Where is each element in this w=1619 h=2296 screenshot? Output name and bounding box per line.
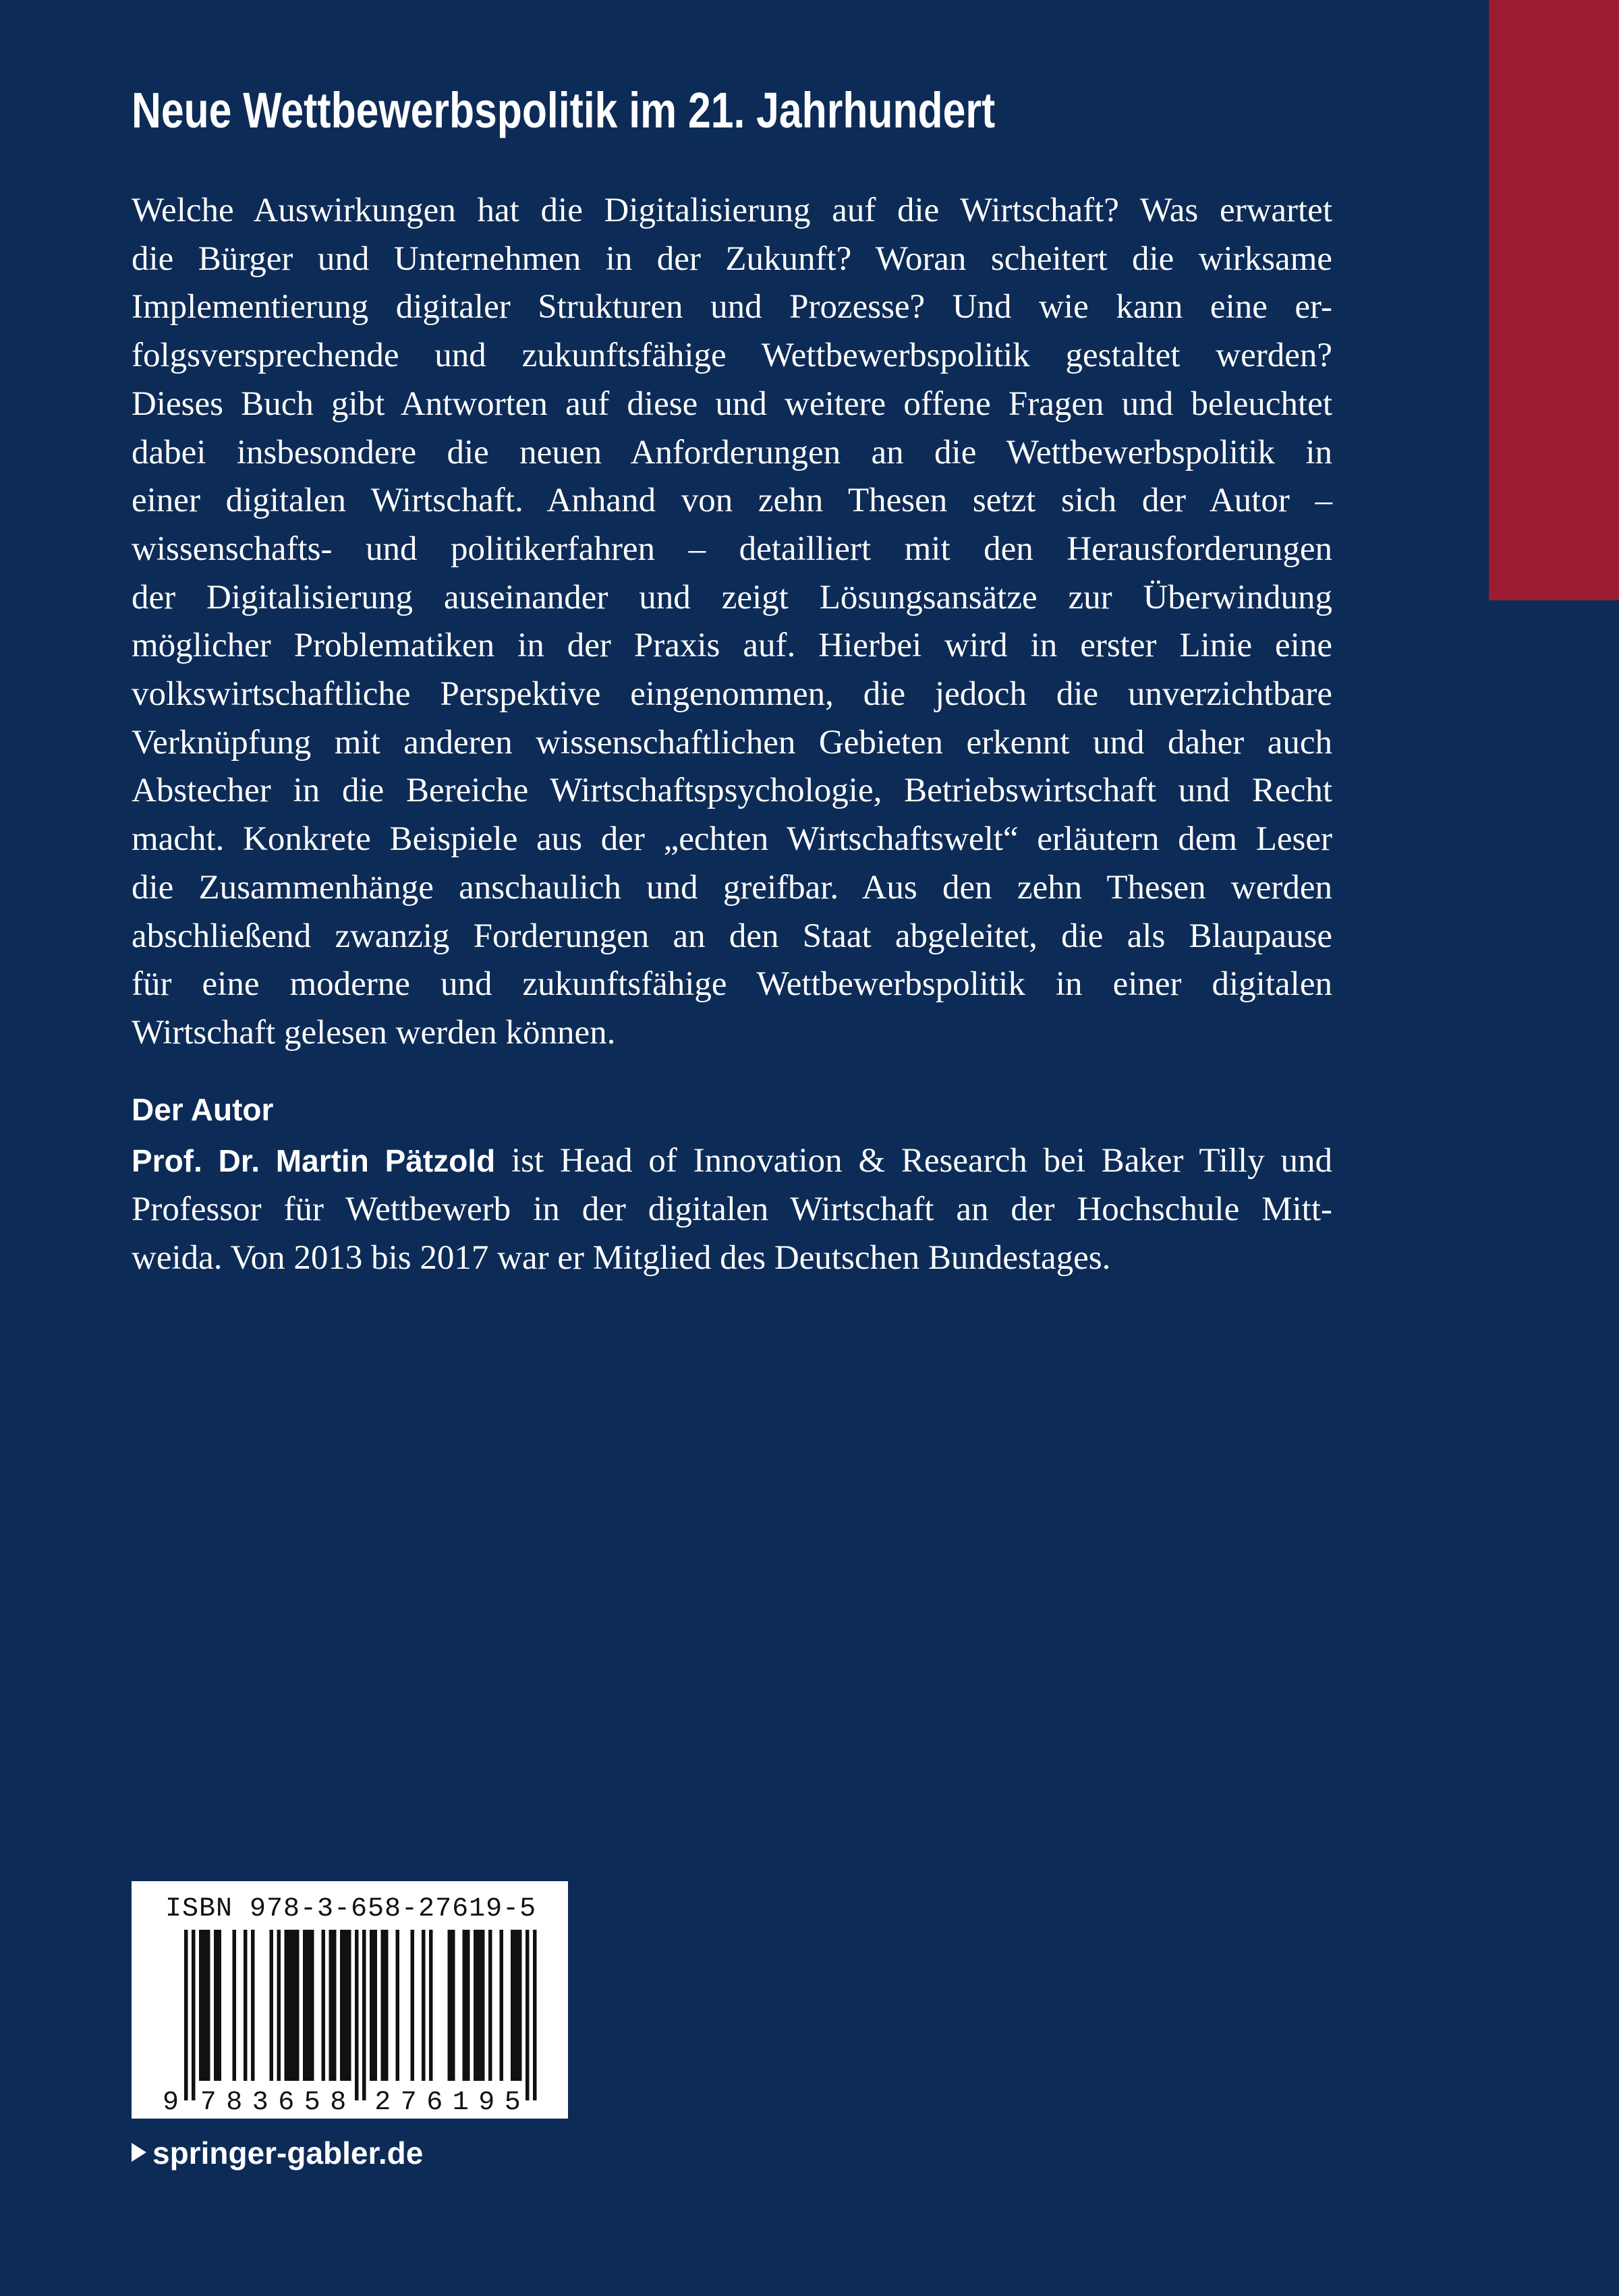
barcode-bar xyxy=(429,1930,433,2081)
barcode-bar xyxy=(340,1930,351,2081)
author-name: Prof. Dr. Martin Pätzold xyxy=(132,1143,496,1178)
barcode-bar xyxy=(277,1930,281,2081)
barcode-digit: 9 xyxy=(162,2088,179,2118)
blurb-line: dabei insbesondere die neuen Anforderungen an die Wettbewerbspolitik in xyxy=(132,433,1332,471)
barcode-bar xyxy=(329,1930,337,2081)
blurb-line: die Zusammenhänge anschaulich und greifbar. Aus den zehn Thesen werden xyxy=(132,868,1332,907)
barcode-bar xyxy=(526,1930,530,2100)
blurb-line: Verknüpfung mit anderen wissenschaftlichen Gebieten erkennt und daher auch xyxy=(132,723,1332,762)
barcode-digit: 7 xyxy=(200,2088,217,2118)
barcode-digit: 9 xyxy=(478,2088,495,2118)
barcode-digit: 3 xyxy=(252,2088,268,2118)
isbn-label: ISBN 978-3-658-27619-5 xyxy=(165,1894,537,1924)
barcode-bar xyxy=(362,1930,366,2100)
publisher-url: springer-gabler.de xyxy=(152,2135,424,2171)
author-heading: Der Autor xyxy=(132,1092,274,1127)
barcode-bar xyxy=(488,1930,492,2081)
barcode-digit: 6 xyxy=(278,2088,295,2118)
barcode-bar xyxy=(244,1930,248,2081)
barcode-bar xyxy=(411,1930,415,2081)
barcode-digit: 7 xyxy=(400,2088,417,2118)
barcode-bar xyxy=(463,1930,470,2081)
isbn-barcode-box xyxy=(132,1881,568,2119)
author-bio-line: Professor für Wettbewerb in der digitalen Wirtschaft an der Hochschule Mitt- xyxy=(132,1190,1332,1228)
blurb-line: abschließend zwanzig Forderungen an den Staat abgeleitet, die als Blaupause xyxy=(132,917,1332,955)
blurb-line: volkswirtschaftliche Perspektive eingenommen, die jedoch die unverzichtbare xyxy=(132,675,1332,714)
blurb-text xyxy=(132,187,1332,1058)
blurb-line: folgsversprechende und zukunftsfähige Wettbewerbspolitik gestaltet werden? xyxy=(132,337,1332,375)
author-bio-text: ist Head of Innovation & Research bei Baker Tilly und xyxy=(511,1142,1333,1180)
blurb-line: macht. Konkrete Beispiele aus der „echten Wirtschaftswelt“ erläutern dem Leser xyxy=(132,820,1332,859)
barcode-bar xyxy=(270,1930,274,2081)
ean-barcode xyxy=(132,1881,568,2119)
blurb-line: möglicher Problematiken in der Praxis auf. Hierbei wird in erster Linie eine xyxy=(132,627,1332,665)
blurb-line: Abstecher in die Bereiche Wirtschaftspsychologie, Betriebswirtschaft und Recht xyxy=(132,772,1332,810)
barcode-bar xyxy=(322,1930,326,2081)
author-bio-line xyxy=(132,1137,1332,1185)
barcode-digit: 1 xyxy=(452,2088,469,2118)
barcode-bar xyxy=(184,1930,188,2100)
barcode-bar xyxy=(233,1930,237,2081)
barcode-bar xyxy=(500,1930,504,2081)
barcode-bar xyxy=(422,1930,426,2081)
blurb-line: Dieses Buch gibt Antworten auf diese und weitere offene Fragen und beleuchtet xyxy=(132,384,1332,423)
barcode-digit: 5 xyxy=(504,2088,521,2118)
barcode-digit: 6 xyxy=(426,2088,443,2118)
red-accent-strip xyxy=(1489,0,1619,600)
blurb-line: Welche Auswirkungen hat die Digitalisierung auf die Wirtschaft? Was erwartet xyxy=(132,192,1332,229)
barcode-bar xyxy=(355,1930,359,2100)
barcode-bar xyxy=(192,1930,196,2100)
barcode-bar xyxy=(370,1930,377,2081)
blurb-line: die Bürger und Unternehmen in der Zukunft? Woran scheitert die wirksame xyxy=(132,239,1332,278)
barcode-digit: 2 xyxy=(374,2088,391,2118)
barcode-bar xyxy=(251,1930,255,2081)
barcode-digit: 8 xyxy=(330,2088,347,2118)
barcode-bar xyxy=(533,1930,537,2100)
barcode-bar xyxy=(396,1930,400,2081)
triangle-right-icon xyxy=(132,2143,146,2162)
barcode-bar xyxy=(448,1930,455,2081)
blurb-line: Implementierung digitaler Strukturen und Prozesse? Und wie kann eine er- xyxy=(132,288,1332,326)
blurb-line: der Digitalisierung auseinander und zeigt Lösungsansätze zur Überwindung xyxy=(132,578,1332,616)
barcode-digit: 5 xyxy=(304,2088,320,2118)
barcode-bar xyxy=(199,1930,210,2081)
blurb-line: wissenschafts- und politikerfahren – detailliert mit den Herausforderungen xyxy=(132,529,1332,568)
author-bio-line: weida. Von 2013 bis 2017 war er Mitglied des Deutschen Bundestages. xyxy=(132,1239,1111,1277)
barcode-bar xyxy=(474,1930,485,2081)
cover-title: Neue Wettbewerbspolitik im 21. Jahrhundert xyxy=(132,82,996,138)
barcode-bar xyxy=(511,1930,522,2081)
barcode-bar xyxy=(285,1930,300,2081)
blurb-line: einer digitalen Wirtschaft. Anhand von zehn Thesen setzt sich der Autor – xyxy=(132,482,1332,520)
barcode-digit: 8 xyxy=(226,2088,243,2118)
author-bio xyxy=(132,1137,1332,1282)
barcode-bar xyxy=(381,1930,389,2081)
barcode-bar xyxy=(303,1930,314,2081)
blurb-line: für eine moderne und zukunftsfähige Wettbewerbspolitik in einer digitalen xyxy=(132,965,1332,1004)
blurb-line: Wirtschaft gelesen werden können. xyxy=(132,1013,616,1052)
barcode-bar xyxy=(214,1930,221,2081)
